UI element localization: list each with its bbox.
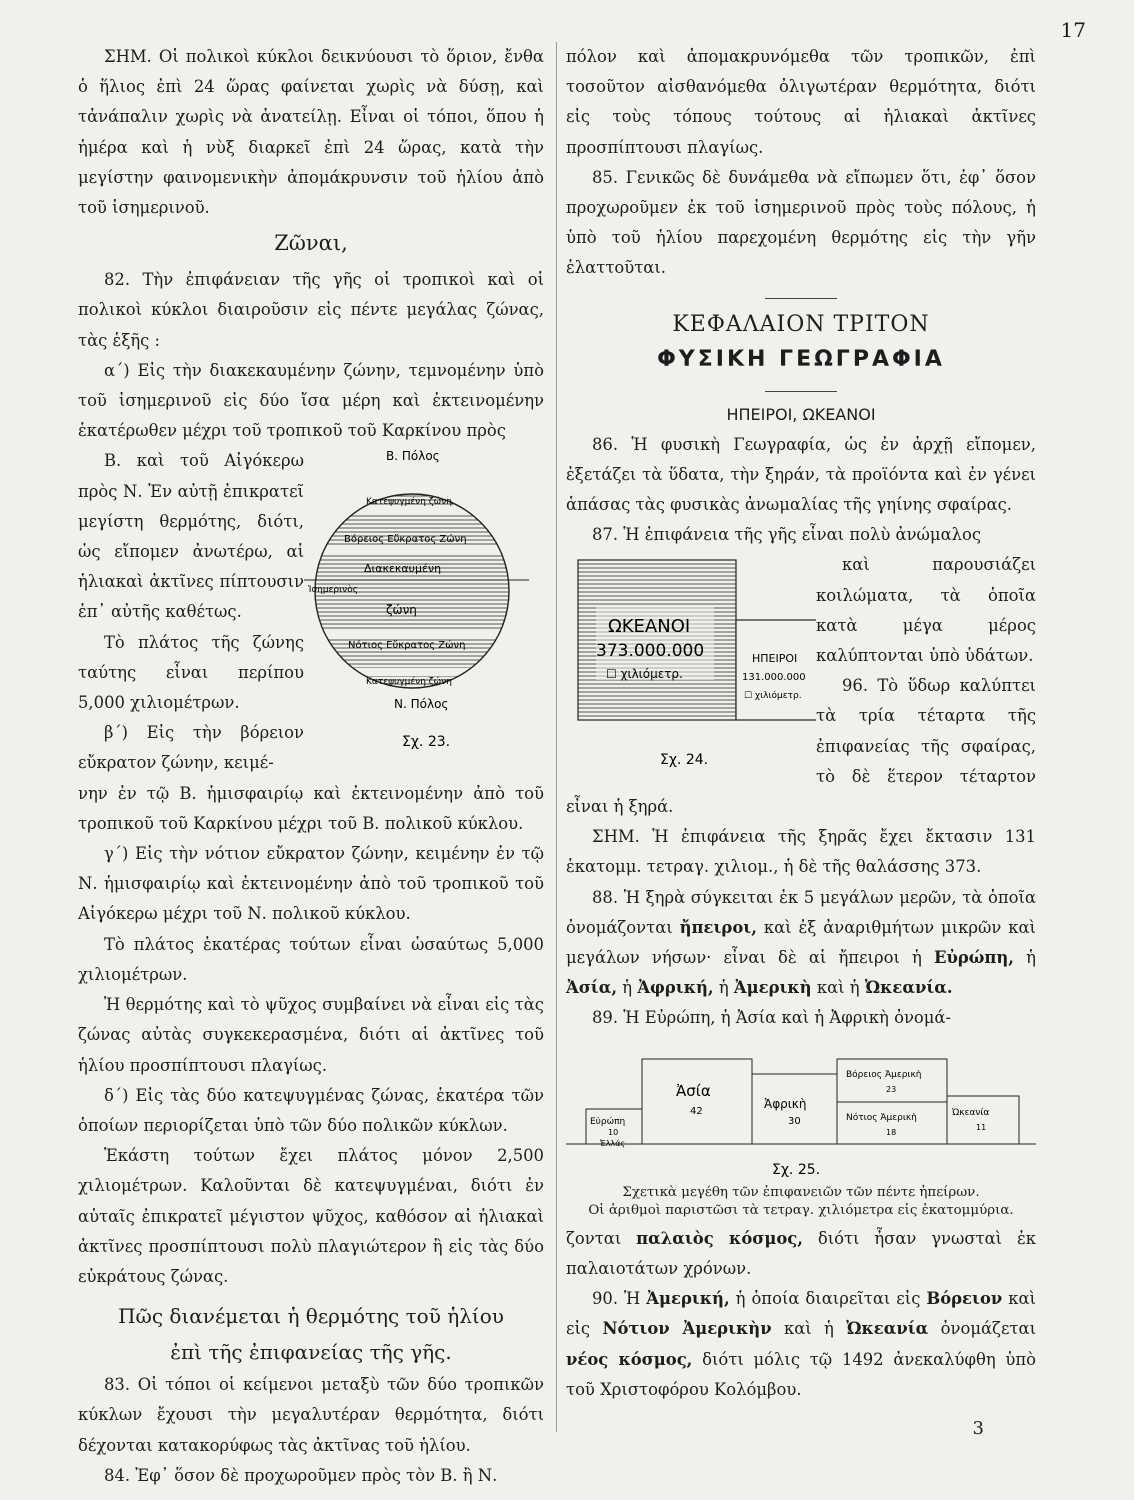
box-south-america-value: 18 [886, 1127, 897, 1137]
paragraph-82g: γ΄) Εἰς τὴν νότιον εὔκρατον ζώνην, κειμένην ἐν τῷ Ν. ἡμισφαιρίῳ καὶ ἐκτεινομένην ἀπὸ τοῦ τροπικοῦ τοῦ Αἰγόκερω μέχρι τοῦ Ν. πολικοῦ κύκλου. [78, 844, 544, 924]
land-area-box [736, 620, 816, 720]
paragraph-82a-wrap: Β. καὶ τοῦ Αἰγόκερω πρὸς Ν. Ἐν αὐτῇ ἐπικρατεῖ μεγίστη θερμότης, διότι, ὡς εἴπομεν ἀνωτέρω, αἱ ἡλιακαὶ ἀκτῖνες πίπτουσιν ἐπ᾽ αὐτῆς καθέτως. [78, 451, 304, 622]
land-label: ΗΠΕΙΡΟΙ [752, 652, 798, 666]
chapter-title: ΦΥΣΙΚΗ ΓΕΩΓΡΑΦΙΑ [657, 346, 945, 372]
paragraph-90: 90. Ἡ Ἀμερική, ἡ ὁποία διαιρεῖται εἰς Βόρειον καὶ εἰς Νότιον Ἀμερικὴν καὶ ἡ Ὠκεανία ὀνομάζεται νέος κόσμος, διότι μόλις τῷ 1492 ἀνεκαλύφθη ὑπὸ τοῦ Χριστοφόρου Κολόμβου. [566, 1289, 1037, 1399]
zone-label-torrid: Διακεκαυμένη [364, 562, 442, 576]
paragraph-87: 87. Ἡ ἐπιφάνεια τῆς γῆς εἶναι πολὺ ἀνώμαλος [592, 525, 982, 545]
zone-label-north-temperate: Βόρειος Εὔκρατος Ζώνη [344, 534, 467, 546]
box-oceania-name: Ὠκεανία [952, 1107, 990, 1118]
paragraph-87-wrap: καὶ παρουσιάζει κοιλώματα, τὰ ὁποῖα κατὰ μέγα μέρος καλύπτονται ὑπὸ ὑδάτων. [816, 555, 1036, 666]
column-divider [556, 42, 557, 1432]
paragraph-84: 84. Ἐφ᾽ ὅσον δὲ προχωροῦμεν πρὸς τὸν Β. ἢ Ν. [104, 1465, 498, 1485]
continents-diagram [566, 1034, 1036, 1184]
paragraph-82-width: Τὸ πλάτος ἑκατέρας τούτων εἶναι ὡσαύτως 5,000 χιλιομέτρων. [78, 934, 544, 984]
south-pole-label: Ν. Πόλος [394, 697, 449, 712]
box-south-america-name: Νότιος Ἀμερικὴ [846, 1112, 917, 1123]
paragraph-89-cont: ζονται παλαιὸς κόσμος, διότι ἦσαν γνωσταὶ ἐκ παλαιοτάτων χρόνων. [566, 1228, 1036, 1278]
figure-25-note-2: Οἱ ἀριθμοὶ παριστῶσι τὰ τετραγ. χιλιόμετρα εἰς ἑκατομμύρια. [588, 1202, 1014, 1218]
box-oceania-value: 11 [976, 1122, 987, 1132]
zone-label-arctic: Κατεψυγμένη ζώνη [366, 497, 452, 508]
box-europe-value: 10 [608, 1127, 619, 1137]
land-value: 131.000.000 [742, 672, 806, 684]
note-polar-circles: ΣΗΜ. Οἱ πολικοὶ κύκλοι δεικνύουσι τὸ ὅριον, ἔνθα ὁ ἥλιος ἐπὶ 24 ὥρας φαίνεται χωρὶς νὰ δύσῃ, καὶ τἀνάπαλιν χωρὶς νὰ ἀνατείλῃ. Εἶναι οἱ τόποι, ὅπου ἡ ἡμέρα καὶ ἡ νὺξ διαρκεῖ ἐπὶ 24 ὥρας, κατὰ τὴν μεγίστην φαινομενικὴν ἀπομάκρυνσιν τοῦ ἡλίου ἀπὸ τοῦ ἰσημερινοῦ. [78, 47, 544, 218]
heading-heat-1: Πῶς διανέμεται ἡ θερμότης τοῦ ἡλίου [118, 1304, 504, 1329]
note-area: ΣΗΜ. Ἡ ἐπιφάνεια τῆς ξηρᾶς ἔχει ἔκτασιν 131 ἑκατομμ. τετραγ. χιλιομ., ἡ δὲ τῆς θαλάσσης 373. [566, 827, 1036, 877]
paragraph-82d-width: Ἑκάστη τούτων ἔχει πλάτος μόνον 2,500 χιλιομέτρων. Καλοῦνται δὲ κατεψυγμέναι, διότι ἐν αὐταῖς ἐπικρατεῖ μέγιστον ψῦχος, καθόσον αἱ ἡλιακαὶ ἀκτῖνες προσπίπτουσι πολὺ πλαγιώτερον ἢ εἰς τὰς δύο εὐκράτους ζώνας. [78, 1146, 544, 1286]
paragraph-82a: α΄) Εἰς τὴν διακεκαυμένην ζώνην, τεμνομένην ὑπὸ τοῦ ἰσημερινοῦ εἰς δύο ἴσα μέρη καὶ ἐκτεινομένην ἑκατέρωθεν μέχρι τοῦ τροπικοῦ τοῦ Καρκίνου πρὸς [78, 360, 544, 441]
ocean-land-diagram [566, 550, 816, 770]
paragraph-82b-start: β΄) Εἰς τὴν βόρειον εὔκρατον ζώνην, κειμέ- [78, 723, 304, 773]
section-rule-top [765, 298, 837, 299]
north-pole-label: Β. Πόλος [386, 449, 440, 464]
figure-25 [566, 1034, 1036, 1184]
box-north-america-name: Βόρειος Ἀμερικὴ [846, 1069, 922, 1080]
figure-24-caption: Σχ. 24. [660, 752, 709, 769]
paragraph-84-cont: πόλον καὶ ἀπομακρυνόμεθα τῶν τροπικῶν, ἐπὶ τοσοῦτον αἰσθανόμεθα ὀλιγωτέραν θερμότητα, διότι εἰς τοὺς τόπους τούτους αἱ ἡλιακαὶ ἀκτῖνες προσπίπτουσι πλαγίως. [566, 47, 1036, 157]
ocean-figure-wrap [566, 550, 1036, 822]
paragraph-82b-rest: νην ἐν τῷ Β. ἡμισφαιρίῳ καὶ ἐκτεινομένην ἀπὸ τοῦ τροπικοῦ τοῦ Καρκίνου μέχρι τοῦ Β. πολικοῦ κύκλου. [78, 783, 544, 833]
figure-23-caption: Σχ. 23. [402, 734, 451, 751]
paragraph-82a-width: Τὸ πλάτος τῆς ζώνης ταύτης εἶναι περίπου 5,000 χιλιομέτρων. [78, 632, 304, 713]
chapter-heading: ΚΕΦΑΛΑΙΟΝ ΤΡΙΤΟΝ [672, 311, 930, 337]
paragraph-87-water: 96. Τὸ ὕδωρ καλύπτει τὰ τρία τέταρτα τῆς ἐπιφανείας τῆς σφαίρας, τὸ δὲ ἕτερον τέταρτον εἶναι ἡ ξηρά. [566, 676, 1036, 817]
box-europe-name: Εὐρώπη [590, 1116, 626, 1127]
paragraph-82d: δ΄) Εἰς τὰς δύο κατεψυγμένας ζώνας, ἑκατέρα τῶν ὁποίων περιορίζεται ὑπὸ τῶν δύο πολικῶν κύκλων. [78, 1085, 544, 1135]
signature-mark: 3 [972, 1418, 984, 1439]
right-column [566, 42, 1036, 1405]
zone-label-south-temperate: Νότιος Εὔκρατος Ζώνη [348, 640, 466, 652]
paragraph-82: 82. Τὴν ἐπιφάνειαν τῆς γῆς οἱ τροπικοὶ καὶ οἱ πολικοὶ κύκλοι διαιροῦσιν εἰς πέντε μεγάλας ζώνας, τὰς ἑξῆς : [78, 270, 544, 350]
zone-label-antarctic: Κατεψυγμένη ζώνη [366, 677, 452, 688]
heading-heat-2: ἐπὶ τῆς ἐπιφανείας τῆς γῆς. [170, 1340, 452, 1365]
paragraph-86: 86. Ἡ φυσικὴ Γεωγραφία, ὡς ἐν ἀρχῇ εἴπομεν, ἐξετάζει τὰ ὕδατα, τὴν ξηράν, τὰ προϊόντα καὶ ἐν γένει ἁπάσας τὰς φυσικὰς ἀνωμαλίας τῆς γηίνης σφαίρας. [566, 434, 1036, 515]
box-africa-name: Ἀφρικὴ [764, 1096, 807, 1111]
box-asia-value: 42 [690, 1105, 703, 1117]
heading-zones: Ζῶναι, [274, 231, 348, 256]
figure-25-note-1: Σχετικὰ μεγέθη τῶν ἐπιφανειῶν τῶν πέντε ἠπείρων. [622, 1184, 980, 1200]
paragraph-85: 85. Γενικῶς δὲ δυνάμεθα νὰ εἴπωμεν ὅτι, ἐφ᾽ ὅσον προχωροῦμεν ἐκ τοῦ ἰσημερινοῦ πρὸς τοὺς πόλους, ἡ ὑπὸ τοῦ ἡλίου παρεχομένη θερμότης εἰς τὴν γῆν ἐλαττοῦται. [566, 167, 1036, 278]
earth-zones-diagram [304, 446, 544, 766]
figure-23 [304, 446, 544, 766]
zone-label-torrid-2: ζώνη [386, 603, 417, 618]
figure-25-caption: Σχ. 25. [772, 1161, 821, 1178]
box-africa-value: 30 [788, 1115, 801, 1127]
ocean-unit: ☐ χιλιόμετρ. [606, 667, 683, 682]
page-number: 17 [1060, 18, 1086, 42]
section-heading: ΗΠΕΙΡΟΙ, ΩΚΕΑΝΟΙ [726, 404, 876, 424]
paragraph-88: 88. Ἡ ξηρὰ σύγκειται ἐκ 5 μεγάλων μερῶν, τὰ ὁποῖα ὀνομάζονται ἤπειροι, καὶ ἐξ ἀναριθμήτων μικρῶν καὶ μεγάλων νήσων· εἶναι δὲ αἱ ἤπειροι ἡ Εὐρώπη, ἡ Ἀσία, ἡ Ἀφρική, ἡ Ἀμερικὴ καὶ ἡ Ὠκεανία. [566, 887, 1036, 998]
section-rule-bottom [765, 391, 837, 392]
paragraph-89: 89. Ἡ Εὐρώπη, ἡ Ἀσία καὶ ἡ Ἀφρικὴ ὀνομά- [592, 1008, 952, 1028]
ocean-value: 373.000.000 [596, 641, 705, 662]
zone-figure-wrap [78, 446, 544, 778]
box-asia-name: Ἀσία [676, 1081, 711, 1100]
paragraph-82-heat: Ἡ θερμότης καὶ τὸ ψῦχος συμβαίνει νὰ εἶναι εἰς τὰς ζώνας αὐτὰς συγκεκερασμένα, διότι αἱ ἀκτῖνες τοῦ ἡλίου προσπίπτουσι πλαγίως. [78, 995, 544, 1075]
box-north-america-value: 23 [886, 1084, 897, 1094]
left-column [78, 42, 544, 1491]
land-unit: ☐ χιλιόμετρ. [744, 691, 802, 702]
zone-label-equator: Ἰσημερινὸς [308, 585, 358, 596]
box-europe-sub: Ἑλλάς [600, 1138, 626, 1148]
figure-24 [566, 550, 816, 770]
ocean-label: ΩΚΕΑΝΟΙ [608, 616, 691, 638]
paragraph-83: 83. Οἱ τόποι οἱ κείμενοι μεταξὺ τῶν δύο τροπικῶν κύκλων ἔχουσι τὴν μεγαλυτέραν θερμότητα, διότι δέχονται κατακορύφως τὰς ἀκτῖνας τοῦ ἡλίου. [78, 1375, 544, 1455]
